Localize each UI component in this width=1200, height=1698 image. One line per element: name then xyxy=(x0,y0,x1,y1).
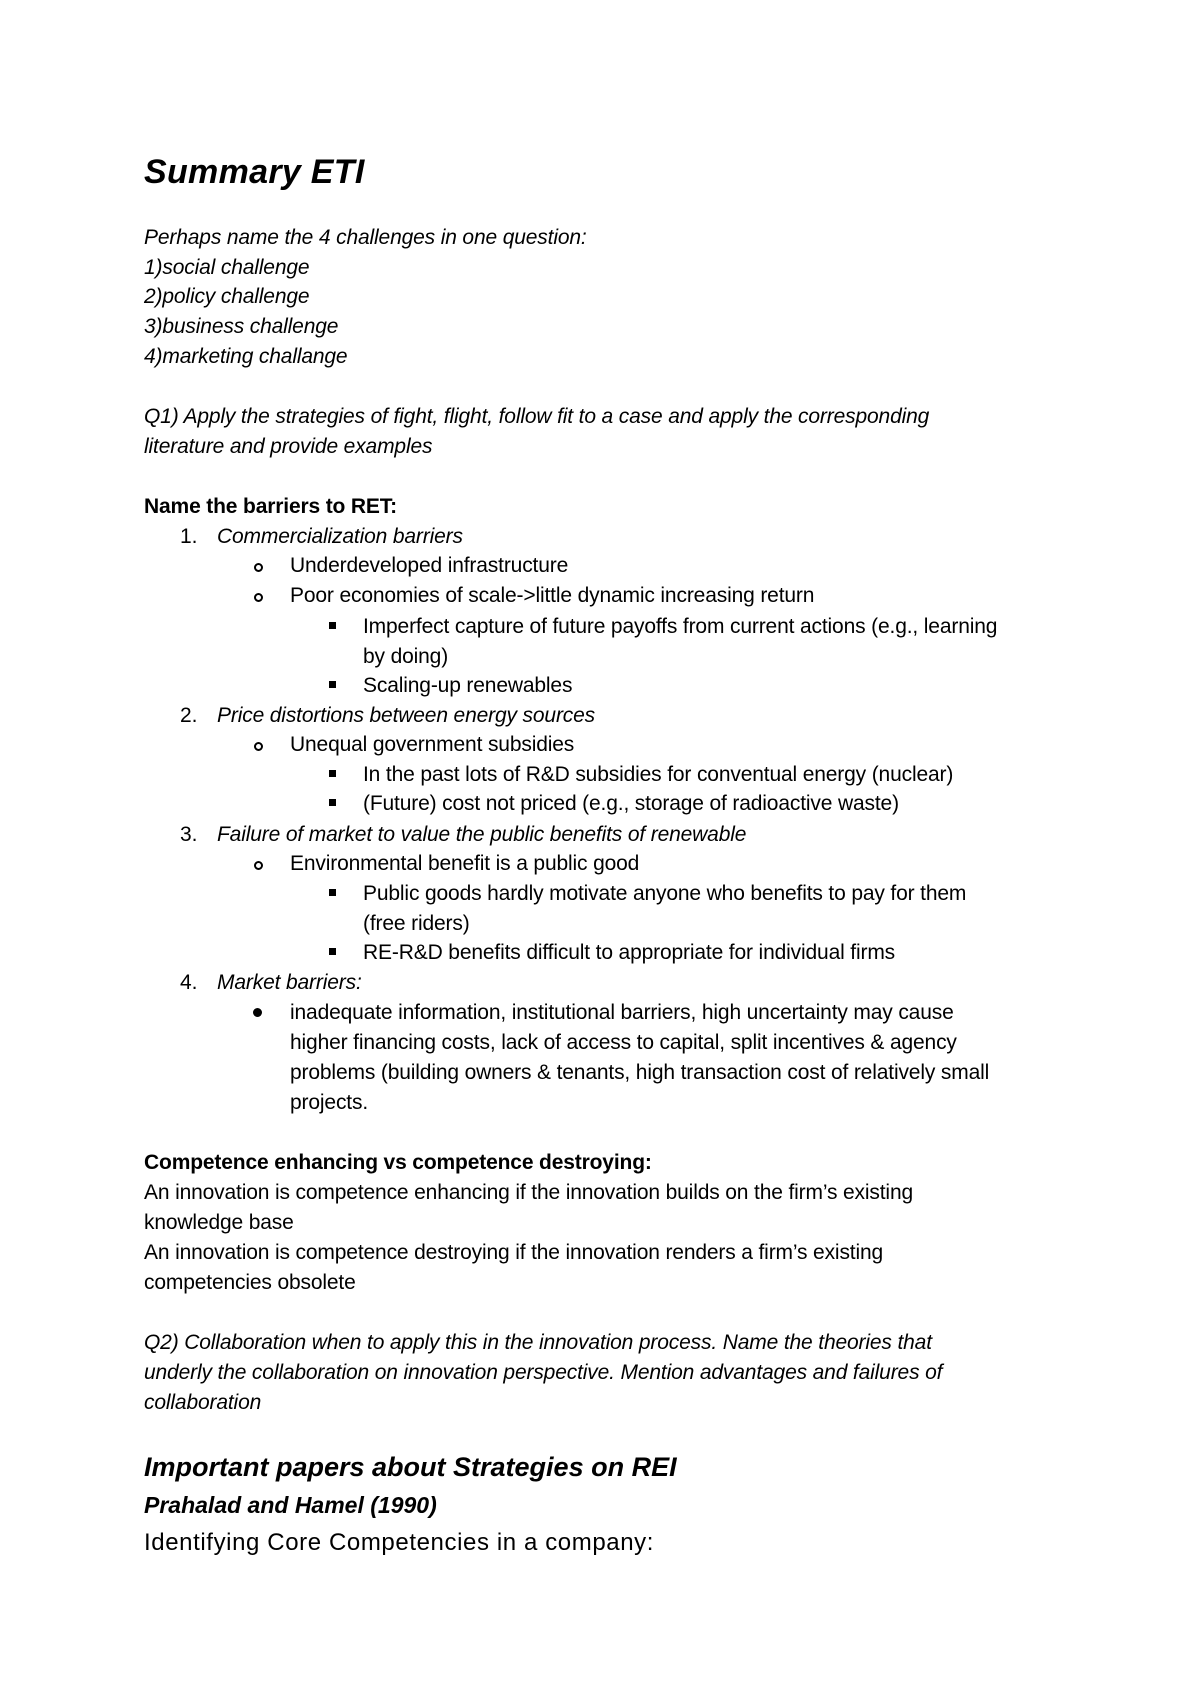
barrier-label: Commercialization barriers xyxy=(217,525,463,548)
circle-bullet-icon xyxy=(254,593,263,602)
papers-line: Identifying Core Competencies in a company: xyxy=(144,1529,655,1556)
papers-heading: Important papers about Strategies on REI xyxy=(144,1452,677,1482)
challenge-item: 4)marketing challange xyxy=(144,345,348,368)
q1-line: literature and provide examples xyxy=(144,435,433,458)
barrier-label: Price distortions between energy sources xyxy=(217,704,596,727)
list-number: 3. xyxy=(180,823,198,846)
round-bullet-icon xyxy=(253,1008,262,1017)
bullet-item: Imperfect capture of future payoffs from current actions (e.g., learning xyxy=(363,615,998,638)
bullet-item-continued: by doing) xyxy=(363,645,449,668)
square-bullet-icon xyxy=(329,948,336,955)
bullet-item: RE-R&D benefits difficult to appropriate for individual firms xyxy=(363,941,896,964)
bullet-item: In the past lots of R&D subsidies for conventual energy (nuclear) xyxy=(363,763,954,786)
q2-line: underly the collaboration on innovation perspective. Mention advantages and failures of xyxy=(144,1361,943,1384)
competence-line: knowledge base xyxy=(144,1211,294,1234)
square-bullet-icon xyxy=(329,681,336,688)
square-bullet-icon xyxy=(329,889,336,896)
competence-heading: Competence enhancing vs competence destroying: xyxy=(144,1151,652,1174)
competence-line: An innovation is competence destroying if the innovation renders a firm’s existing xyxy=(144,1241,884,1264)
challenge-item: 1)social challenge xyxy=(144,256,310,279)
sub-item: Underdeveloped infrastructure xyxy=(290,554,569,577)
list-number: 1. xyxy=(180,525,198,548)
q2-line: collaboration xyxy=(144,1391,262,1414)
bullet-item: Public goods hardly motivate anyone who benefits to pay for them xyxy=(363,882,967,905)
barriers-heading: Name the barriers to RET: xyxy=(144,495,397,518)
circle-bullet-icon xyxy=(254,563,263,572)
bullet-item: Scaling-up renewables xyxy=(363,674,573,697)
square-bullet-icon xyxy=(329,799,336,806)
square-bullet-icon xyxy=(329,770,336,777)
intro-lead: Perhaps name the 4 challenges in one question: xyxy=(144,226,587,249)
barrier-label: Failure of market to value the public benefits of renewable xyxy=(217,823,747,846)
document-title: Summary ETI xyxy=(144,153,365,191)
list-number: 2. xyxy=(180,704,198,727)
competence-line: An innovation is competence enhancing if the innovation builds on the firm’s existing xyxy=(144,1181,914,1204)
sub-item: Environmental benefit is a public good xyxy=(290,852,640,875)
bullet-item-continued: (free riders) xyxy=(363,912,470,935)
papers-subheading: Prahalad and Hamel (1990) xyxy=(144,1492,437,1518)
challenge-item: 3)business challenge xyxy=(144,315,339,338)
market-barrier-line: projects. xyxy=(290,1091,369,1114)
list-number: 4. xyxy=(180,971,198,994)
market-barrier-line: inadequate information, institutional barriers, high uncertainty may cause xyxy=(290,1001,954,1024)
bullet-item: (Future) cost not priced (e.g., storage of radioactive waste) xyxy=(363,792,899,815)
competence-line: competencies obsolete xyxy=(144,1271,356,1294)
barrier-label: Market barriers: xyxy=(217,971,362,994)
market-barrier-line: problems (building owners & tenants, high transaction cost of relatively small xyxy=(290,1061,990,1084)
circle-bullet-icon xyxy=(254,861,263,870)
sub-item: Unequal government subsidies xyxy=(290,733,575,756)
square-bullet-icon xyxy=(329,622,336,629)
circle-bullet-icon xyxy=(254,742,263,751)
sub-item: Poor economies of scale->little dynamic increasing return xyxy=(290,584,815,607)
q1-line: Q1) Apply the strategies of fight, flight, follow fit to a case and apply the corresponding xyxy=(144,405,930,428)
q2-line: Q2) Collaboration when to apply this in the innovation process. Name the theories that xyxy=(144,1331,932,1354)
challenge-item: 2)policy challenge xyxy=(144,285,310,308)
market-barrier-line: higher financing costs, lack of access to capital, split incentives & agency xyxy=(290,1031,957,1054)
